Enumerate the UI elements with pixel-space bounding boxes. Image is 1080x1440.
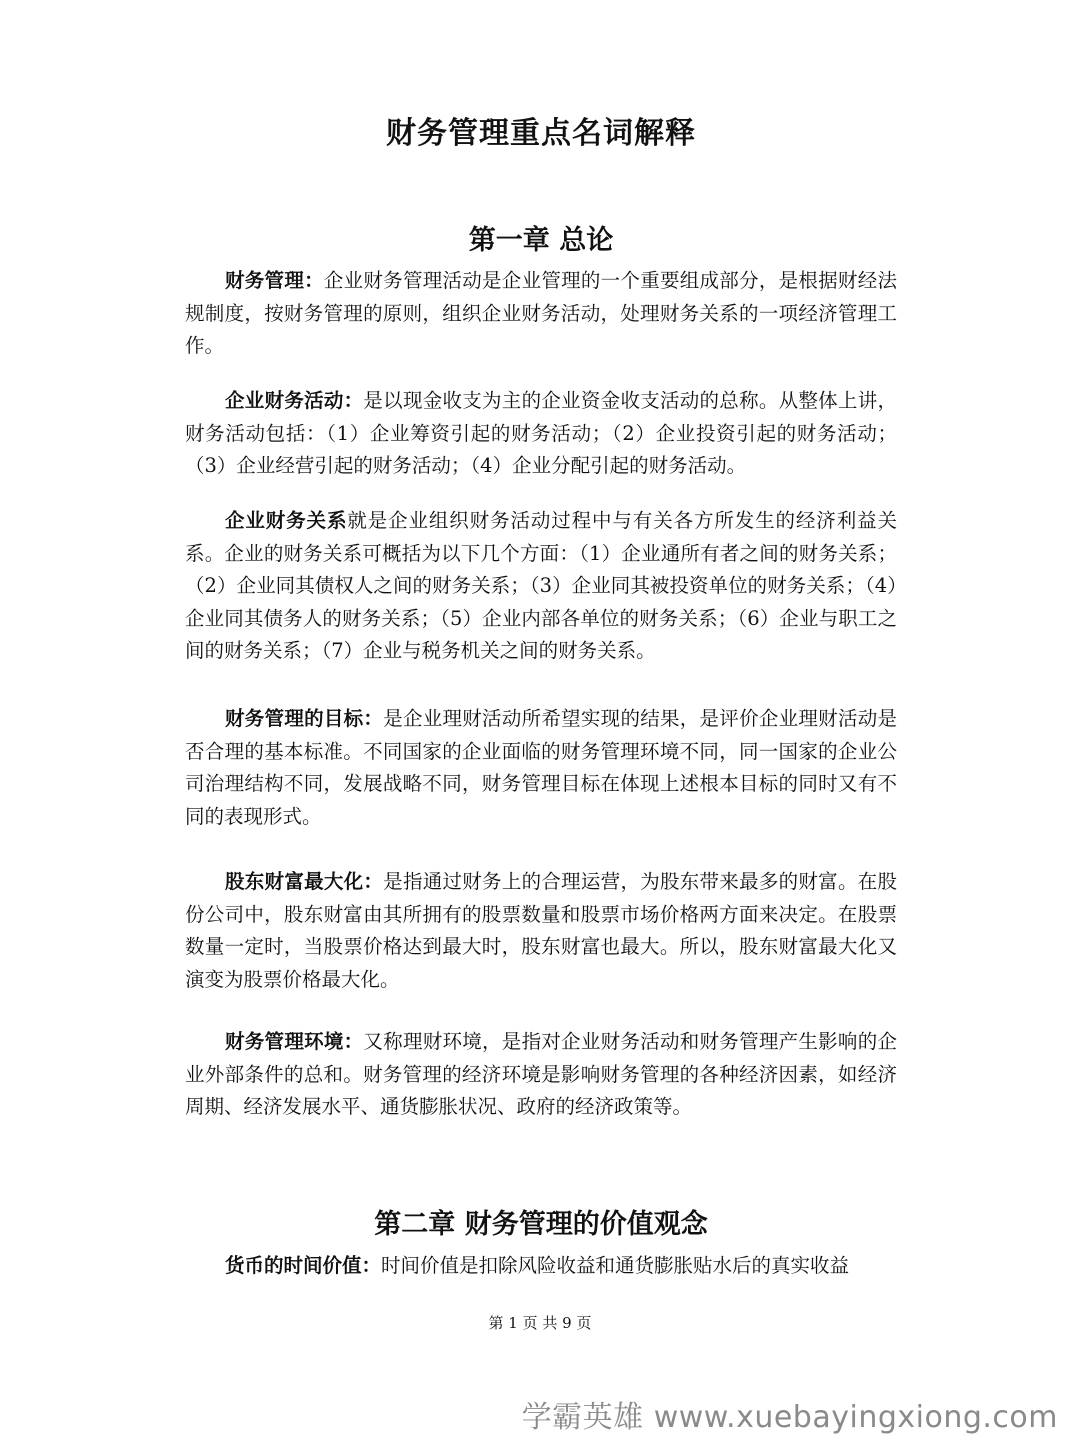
definition-text: 是以现金收支为主的企业资金收支活动的总称。从整体上讲，财务活动包括：（1）企业筹资引起的财务活动；（2）企业投资引起的财务活动；（3）企业经营引起的财务活动；（4）企业分配引起的财务活动。 (185, 389, 897, 477)
chapter-1-heading: 第一章 总论 (468, 225, 614, 256)
definition-text: 时间价值是扣除风险收益和通货膨胀贴水后的真实收益 (381, 1254, 850, 1277)
definition-text: 是指通过财务上的合理运营，为股东带来最多的财富。在股份公司中，股东财富由其所拥有的股票数量和股票市场价格两方面来决定。在股票数量一定时，当股票价格达到最大时，股东财富也最大。所以，股东财富最大化又演变为股票价格最大化。 (185, 870, 897, 991)
definition-text: 又称理财环境，是指对企业财务活动和财务管理产生影响的企业外部条件的总和。财务管理的经济环境是影响财务管理的各种经济因素，如经济周期、经济发展水平、通货膨胀状况、政府的经济政策等。 (185, 1030, 897, 1118)
definition-paragraph (185, 385, 897, 483)
definition-paragraph (185, 505, 897, 668)
definition-term: 财务管理环境： (225, 1030, 364, 1053)
watermark-text: 学霸英雄 www.xuebayingxiong.com (521, 1400, 1058, 1435)
definition-term: 财务管理： (225, 269, 324, 292)
document-title: 财务管理重点名词解释 (386, 116, 696, 151)
definition-text: 就是企业组织财务活动过程中与有关各方所发生的经济利益关系。企业的财务关系可概括为以下几个方面：（1）企业通所有者之间的财务关系；（2）企业同其债权人之间的财务关系；（3）企业同其被投资单位的财务关系；（4）企业同其债务人的财务关系；（5）企业内部各单位的财务关系；（6）企业与职工之间的财务关系；（7）企业与税务机关之间的财务关系。 (185, 509, 897, 662)
definition-term: 财务管理的目标： (225, 707, 384, 730)
definition-term: 企业财务关系 (225, 509, 348, 532)
definition-paragraph (185, 1250, 897, 1283)
definition-term: 货币的时间价值： (225, 1254, 382, 1277)
definition-paragraph (185, 866, 897, 996)
definition-text: 企业财务管理活动是企业管理的一个重要组成部分，是根据财经法规制度，按财务管理的原则，组织企业财务活动，处理财务关系的一项经济管理工作。 (185, 269, 897, 357)
definition-paragraph (185, 265, 897, 363)
definition-term: 企业财务活动： (225, 389, 364, 412)
page-number-footer: 第 1 页 共 9 页 (488, 1314, 592, 1332)
definition-term: 股东财富最大化： (225, 870, 384, 893)
definition-paragraph (185, 703, 897, 833)
definition-paragraph (185, 1026, 897, 1124)
chapter-2-heading: 第二章 财务管理的价值观念 (374, 1209, 708, 1240)
definition-text: 是企业理财活动所希望实现的结果，是评价企业理财活动是否合理的基本标准。不同国家的企业面临的财务管理环境不同，同一国家的企业公司治理结构不同，发展战略不同，财务管理目标在体现上述根本目标的同时又有不同的表现形式。 (185, 707, 897, 828)
